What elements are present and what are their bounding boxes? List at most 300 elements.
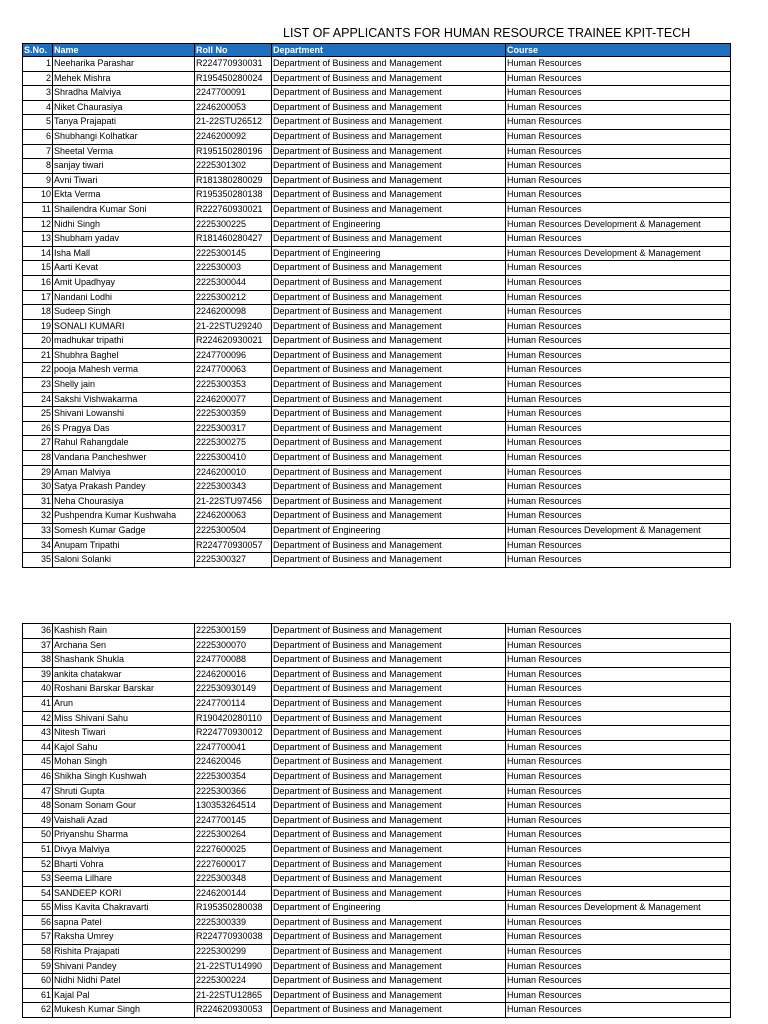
roll-no-cell: 224620046: [195, 755, 272, 770]
department-cell: Department of Business and Management: [272, 682, 506, 697]
department-cell: Department of Business and Management: [272, 363, 506, 378]
department-cell: Department of Business and Management: [272, 334, 506, 349]
sno-cell: 17: [23, 290, 53, 305]
name-cell: Nandani Lodhi: [53, 290, 195, 305]
course-cell: Human Resources: [506, 173, 731, 188]
course-cell: Human Resources: [506, 275, 731, 290]
course-cell: Human Resources: [506, 624, 731, 639]
table-row: [23, 696, 731, 711]
table-row: [23, 755, 731, 770]
department-cell: Department of Business and Management: [272, 726, 506, 741]
roll-no-cell: 2225301302: [195, 159, 272, 174]
department-cell: Department of Business and Management: [272, 857, 506, 872]
table-row: [23, 392, 731, 407]
course-cell: Human Resources Development & Management: [506, 246, 731, 261]
sno-cell: 46: [23, 769, 53, 784]
sno-cell: 13: [23, 232, 53, 247]
table-row: [23, 246, 731, 261]
roll-no-cell: R224770930038: [195, 930, 272, 945]
course-cell: Human Resources: [506, 553, 731, 568]
sno-cell: 42: [23, 711, 53, 726]
roll-no-cell: 2247700041: [195, 740, 272, 755]
name-cell: SONALI KUMARI: [53, 319, 195, 334]
name-cell: Sonam Sonam Gour: [53, 799, 195, 814]
name-cell: Shailendra Kumar Soni: [53, 202, 195, 217]
sno-cell: 16: [23, 275, 53, 290]
name-cell: Mehek Mishra: [53, 71, 195, 86]
roll-no-cell: 2225300225: [195, 217, 272, 232]
table-row: [23, 159, 731, 174]
roll-no-cell: 2225300070: [195, 638, 272, 653]
department-cell: Department of Business and Management: [272, 436, 506, 451]
name-cell: Shivani Pandey: [53, 959, 195, 974]
name-cell: Roshani Barskar Barskar: [53, 682, 195, 697]
sno-cell: 30: [23, 480, 53, 495]
table-row: [23, 653, 731, 668]
course-cell: Human Resources: [506, 538, 731, 553]
roll-no-cell: 2225300410: [195, 451, 272, 466]
roll-no-cell: 2225300044: [195, 275, 272, 290]
table-row: [23, 667, 731, 682]
roll-no-cell: R195350280138: [195, 188, 272, 203]
department-cell: Department of Business and Management: [272, 144, 506, 159]
sno-cell: 18: [23, 305, 53, 320]
table-row: [23, 275, 731, 290]
sno-cell: 56: [23, 915, 53, 930]
name-cell: Shashank Shukla: [53, 653, 195, 668]
name-cell: Kajal Pal: [53, 988, 195, 1003]
roll-no-cell: 2246200063: [195, 509, 272, 524]
name-cell: Aarti Kevat: [53, 261, 195, 276]
table-row: [23, 436, 731, 451]
course-cell: Human Resources: [506, 945, 731, 960]
course-cell: Human Resources: [506, 159, 731, 174]
name-cell: Pushpendra Kumar Kushwaha: [53, 509, 195, 524]
course-cell: Human Resources: [506, 100, 731, 115]
name-cell: Shubhangi Kolhatkar: [53, 129, 195, 144]
department-cell: Department of Business and Management: [272, 86, 506, 101]
department-cell: Department of Business and Management: [272, 173, 506, 188]
department-cell: Department of Business and Management: [272, 57, 506, 72]
table-row: [23, 524, 731, 539]
course-cell: Human Resources: [506, 638, 731, 653]
sno-cell: 44: [23, 740, 53, 755]
header-row: [23, 44, 731, 57]
department-cell: Department of Business and Management: [272, 915, 506, 930]
roll-no-cell: R181380280029: [195, 173, 272, 188]
course-cell: Human Resources: [506, 407, 731, 422]
sno-cell: 38: [23, 653, 53, 668]
course-cell: Human Resources: [506, 696, 731, 711]
name-cell: Miss Shivani Sahu: [53, 711, 195, 726]
table-row: [23, 813, 731, 828]
sno-cell: 35: [23, 553, 53, 568]
roll-no-cell: R224770930031: [195, 57, 272, 72]
table-row: [23, 319, 731, 334]
roll-no-cell: 21-22STU29240: [195, 319, 272, 334]
table-row: [23, 71, 731, 86]
sno-cell: 2: [23, 71, 53, 86]
sno-cell: 55: [23, 901, 53, 916]
course-cell: Human Resources: [506, 988, 731, 1003]
roll-no-cell: 2246200010: [195, 465, 272, 480]
name-cell: Nitesh Tiwari: [53, 726, 195, 741]
table-body: [23, 624, 731, 1018]
table-row: [23, 202, 731, 217]
sno-cell: 53: [23, 872, 53, 887]
name-cell: Miss Kavita Chakravarti: [53, 901, 195, 916]
table-header: [23, 44, 731, 57]
name-cell: SANDEEP KORI: [53, 886, 195, 901]
sno-cell: 31: [23, 494, 53, 509]
table-row: [23, 144, 731, 159]
roll-no-cell: 2225300359: [195, 407, 272, 422]
course-cell: Human Resources: [506, 740, 731, 755]
name-cell: sapna Patel: [53, 915, 195, 930]
department-cell: Department of Business and Management: [272, 392, 506, 407]
name-cell: Sakshi Vishwakarma: [53, 392, 195, 407]
roll-no-cell: 2246200098: [195, 305, 272, 320]
department-cell: Department of Business and Management: [272, 202, 506, 217]
roll-no-cell: 2225300366: [195, 784, 272, 799]
sno-cell: 4: [23, 100, 53, 115]
department-cell: Department of Business and Management: [272, 465, 506, 480]
sno-cell: 27: [23, 436, 53, 451]
course-cell: Human Resources: [506, 378, 731, 393]
table-row: [23, 363, 731, 378]
course-cell: Human Resources: [506, 974, 731, 989]
sno-cell: 21: [23, 348, 53, 363]
name-cell: Somesh Kumar Gadge: [53, 524, 195, 539]
table-row: [23, 421, 731, 436]
sno-cell: 39: [23, 667, 53, 682]
roll-no-cell: 2247700091: [195, 86, 272, 101]
course-cell: Human Resources: [506, 319, 731, 334]
name-cell: Avni Tiwari: [53, 173, 195, 188]
name-cell: Rahul Rahangdale: [53, 436, 195, 451]
table-row: [23, 726, 731, 741]
roll-no-cell: 2225300145: [195, 246, 272, 261]
name-cell: Nidhi Singh: [53, 217, 195, 232]
name-cell: Rishita Prajapati: [53, 945, 195, 960]
name-cell: S Pragya Das: [53, 421, 195, 436]
sno-cell: 36: [23, 624, 53, 639]
course-cell: Human Resources: [506, 392, 731, 407]
table-row: [23, 974, 731, 989]
table-row: [23, 930, 731, 945]
course-cell: Human Resources: [506, 799, 731, 814]
sno-cell: 62: [23, 1003, 53, 1018]
roll-no-cell: 2247700096: [195, 348, 272, 363]
sno-cell: 15: [23, 261, 53, 276]
course-cell: Human Resources: [506, 1003, 731, 1018]
department-cell: Department of Business and Management: [272, 828, 506, 843]
name-cell: madhukar tripathi: [53, 334, 195, 349]
table-row: [23, 553, 731, 568]
course-cell: Human Resources: [506, 188, 731, 203]
table-row: [23, 348, 731, 363]
name-cell: Shubham yadav: [53, 232, 195, 247]
table-row: [23, 1003, 731, 1018]
applicants-table-part-1: [22, 43, 731, 568]
sno-cell: 57: [23, 930, 53, 945]
name-cell: Sheetal Verma: [53, 144, 195, 159]
course-cell: Human Resources: [506, 348, 731, 363]
roll-no-cell: 222530003: [195, 261, 272, 276]
name-cell: Vaishali Azad: [53, 813, 195, 828]
department-cell: Department of Business and Management: [272, 71, 506, 86]
sno-cell: 37: [23, 638, 53, 653]
course-cell: Human Resources: [506, 129, 731, 144]
course-cell: Human Resources: [506, 421, 731, 436]
department-cell: Department of Business and Management: [272, 696, 506, 711]
roll-no-cell: 2246200053: [195, 100, 272, 115]
name-cell: Ekta Verma: [53, 188, 195, 203]
department-cell: Department of Business and Management: [272, 653, 506, 668]
department-cell: Department of Business and Management: [272, 480, 506, 495]
name-cell: Arun: [53, 696, 195, 711]
table-row: [23, 624, 731, 639]
sno-cell: 3: [23, 86, 53, 101]
roll-no-cell: 2246200144: [195, 886, 272, 901]
course-cell: Human Resources: [506, 71, 731, 86]
name-cell: Niket Chaurasiya: [53, 100, 195, 115]
department-cell: Department of Business and Management: [272, 188, 506, 203]
course-cell: Human Resources: [506, 667, 731, 682]
department-cell: Department of Engineering: [272, 524, 506, 539]
roll-no-cell: R195350280038: [195, 901, 272, 916]
name-cell: Shelly jain: [53, 378, 195, 393]
table-row: [23, 465, 731, 480]
department-cell: Department of Business and Management: [272, 421, 506, 436]
table-row: [23, 407, 731, 422]
roll-no-cell: 222530930149: [195, 682, 272, 697]
sno-cell: 8: [23, 159, 53, 174]
department-cell: Department of Business and Management: [272, 319, 506, 334]
name-cell: Raksha Umrey: [53, 930, 195, 945]
name-cell: Shradha Malviya: [53, 86, 195, 101]
roll-no-cell: 2225300224: [195, 974, 272, 989]
sno-cell: 23: [23, 378, 53, 393]
course-cell: Human Resources: [506, 915, 731, 930]
table-row: [23, 509, 731, 524]
roll-no-cell: R224620930021: [195, 334, 272, 349]
course-cell: Human Resources: [506, 232, 731, 247]
roll-no-cell: 2227600025: [195, 842, 272, 857]
course-cell: Human Resources: [506, 465, 731, 480]
roll-no-cell: 2225300212: [195, 290, 272, 305]
name-cell: Shikha Singh Kushwah: [53, 769, 195, 784]
roll-no-cell: 21-22STU26512: [195, 115, 272, 130]
course-cell: Human Resources: [506, 769, 731, 784]
table-row: [23, 799, 731, 814]
name-cell: sanjay tiwari: [53, 159, 195, 174]
sno-cell: 5: [23, 115, 53, 130]
course-cell: Human Resources Development & Management: [506, 217, 731, 232]
sno-cell: 7: [23, 144, 53, 159]
table-row: [23, 988, 731, 1003]
department-cell: Department of Business and Management: [272, 624, 506, 639]
table-row: [23, 872, 731, 887]
roll-no-cell: R224770930057: [195, 538, 272, 553]
sno-cell: 9: [23, 173, 53, 188]
sno-cell: 32: [23, 509, 53, 524]
roll-no-cell: 21-22STU97456: [195, 494, 272, 509]
table-row: [23, 828, 731, 843]
applicants-table-part-2: [22, 623, 731, 1018]
name-cell: Aman Malviya: [53, 465, 195, 480]
table-row: [23, 915, 731, 930]
sno-cell: 47: [23, 784, 53, 799]
sno-cell: 1: [23, 57, 53, 72]
roll-no-cell: R224770930012: [195, 726, 272, 741]
department-cell: Department of Business and Management: [272, 129, 506, 144]
name-cell: Neha Chourasiya: [53, 494, 195, 509]
roll-no-cell: 2225300343: [195, 480, 272, 495]
course-cell: Human Resources: [506, 494, 731, 509]
roll-no-cell: 2225300275: [195, 436, 272, 451]
name-cell: Priyanshu Sharma: [53, 828, 195, 843]
table-row: [23, 901, 731, 916]
sno-cell: 40: [23, 682, 53, 697]
roll-no-cell: 2225300348: [195, 872, 272, 887]
department-cell: Department of Business and Management: [272, 813, 506, 828]
sno-cell: 61: [23, 988, 53, 1003]
sno-cell: 52: [23, 857, 53, 872]
roll-no-cell: 2225300354: [195, 769, 272, 784]
table-row: [23, 100, 731, 115]
department-cell: Department of Business and Management: [272, 407, 506, 422]
roll-no-cell: 2246200092: [195, 129, 272, 144]
name-cell: Satya Prakash Pandey: [53, 480, 195, 495]
roll-no-cell: 2227600017: [195, 857, 272, 872]
sno-cell: 6: [23, 129, 53, 144]
sno-cell: 10: [23, 188, 53, 203]
roll-no-cell: 2225300299: [195, 945, 272, 960]
course-cell: Human Resources: [506, 755, 731, 770]
department-cell: Department of Business and Management: [272, 930, 506, 945]
sno-cell: 33: [23, 524, 53, 539]
course-cell: Human Resources: [506, 828, 731, 843]
table-row: [23, 378, 731, 393]
table-row: [23, 57, 731, 72]
sno-cell: 26: [23, 421, 53, 436]
sno-cell: 20: [23, 334, 53, 349]
department-cell: Department of Business and Management: [272, 638, 506, 653]
department-cell: Department of Business and Management: [272, 261, 506, 276]
department-cell: Department of Business and Management: [272, 159, 506, 174]
name-cell: Mukesh Kumar Singh: [53, 1003, 195, 1018]
roll-no-cell: R195450280024: [195, 71, 272, 86]
sno-cell: 45: [23, 755, 53, 770]
name-cell: Isha Mall: [53, 246, 195, 261]
sno-cell: 11: [23, 202, 53, 217]
table-row: [23, 129, 731, 144]
course-cell: Human Resources: [506, 86, 731, 101]
sno-cell: 59: [23, 959, 53, 974]
sno-cell: 29: [23, 465, 53, 480]
roll-no-cell: 2247700088: [195, 653, 272, 668]
roll-no-cell: R190420280110: [195, 711, 272, 726]
course-cell: Human Resources: [506, 842, 731, 857]
name-cell: pooja Mahesh verma: [53, 363, 195, 378]
header-course: Course: [506, 44, 731, 57]
table-row: [23, 740, 731, 755]
department-cell: Department of Business and Management: [272, 945, 506, 960]
course-cell: Human Resources: [506, 857, 731, 872]
sno-cell: 50: [23, 828, 53, 843]
name-cell: Nidhi Nidhi Patel: [53, 974, 195, 989]
department-cell: Department of Business and Management: [272, 538, 506, 553]
sno-cell: 25: [23, 407, 53, 422]
sno-cell: 41: [23, 696, 53, 711]
roll-no-cell: R224620930053: [195, 1003, 272, 1018]
department-cell: Department of Business and Management: [272, 100, 506, 115]
department-cell: Department of Business and Management: [272, 740, 506, 755]
table-row: [23, 769, 731, 784]
sno-cell: 28: [23, 451, 53, 466]
department-cell: Department of Business and Management: [272, 755, 506, 770]
name-cell: Tanya Prajapati: [53, 115, 195, 130]
roll-no-cell: 130353264514: [195, 799, 272, 814]
name-cell: Vandana Pancheshwer: [53, 451, 195, 466]
name-cell: ankita chatakwar: [53, 667, 195, 682]
sno-cell: 51: [23, 842, 53, 857]
course-cell: Human Resources: [506, 436, 731, 451]
department-cell: Department of Business and Management: [272, 842, 506, 857]
roll-no-cell: 21-22STU14990: [195, 959, 272, 974]
course-cell: Human Resources: [506, 334, 731, 349]
department-cell: Department of Business and Management: [272, 509, 506, 524]
table-row: [23, 232, 731, 247]
roll-no-cell: 2225300327: [195, 553, 272, 568]
course-cell: Human Resources Development & Management: [506, 901, 731, 916]
table-row: [23, 945, 731, 960]
course-cell: Human Resources: [506, 451, 731, 466]
roll-no-cell: 2247700063: [195, 363, 272, 378]
department-cell: Department of Business and Management: [272, 290, 506, 305]
sno-cell: 14: [23, 246, 53, 261]
table-row: [23, 115, 731, 130]
sno-cell: 43: [23, 726, 53, 741]
roll-no-cell: 2247700145: [195, 813, 272, 828]
department-cell: Department of Business and Management: [272, 667, 506, 682]
course-cell: Human Resources: [506, 653, 731, 668]
table-row: [23, 886, 731, 901]
course-cell: Human Resources: [506, 682, 731, 697]
course-cell: Human Resources: [506, 290, 731, 305]
header-roll-no: Roll No: [195, 44, 272, 57]
department-cell: Department of Business and Management: [272, 553, 506, 568]
course-cell: Human Resources: [506, 261, 731, 276]
name-cell: Kajol Sahu: [53, 740, 195, 755]
course-cell: Human Resources: [506, 115, 731, 130]
department-cell: Department of Business and Management: [272, 275, 506, 290]
department-cell: Department of Business and Management: [272, 959, 506, 974]
name-cell: Anupam Tripathi: [53, 538, 195, 553]
table-body: [23, 57, 731, 568]
course-cell: Human Resources: [506, 726, 731, 741]
course-cell: Human Resources: [506, 57, 731, 72]
roll-no-cell: 2246200016: [195, 667, 272, 682]
department-cell: Department of Business and Management: [272, 232, 506, 247]
name-cell: Saloni Solanki: [53, 553, 195, 568]
name-cell: Amit Upadhyay: [53, 275, 195, 290]
roll-no-cell: 2225300264: [195, 828, 272, 843]
sno-cell: 48: [23, 799, 53, 814]
sno-cell: 34: [23, 538, 53, 553]
course-cell: Human Resources: [506, 305, 731, 320]
